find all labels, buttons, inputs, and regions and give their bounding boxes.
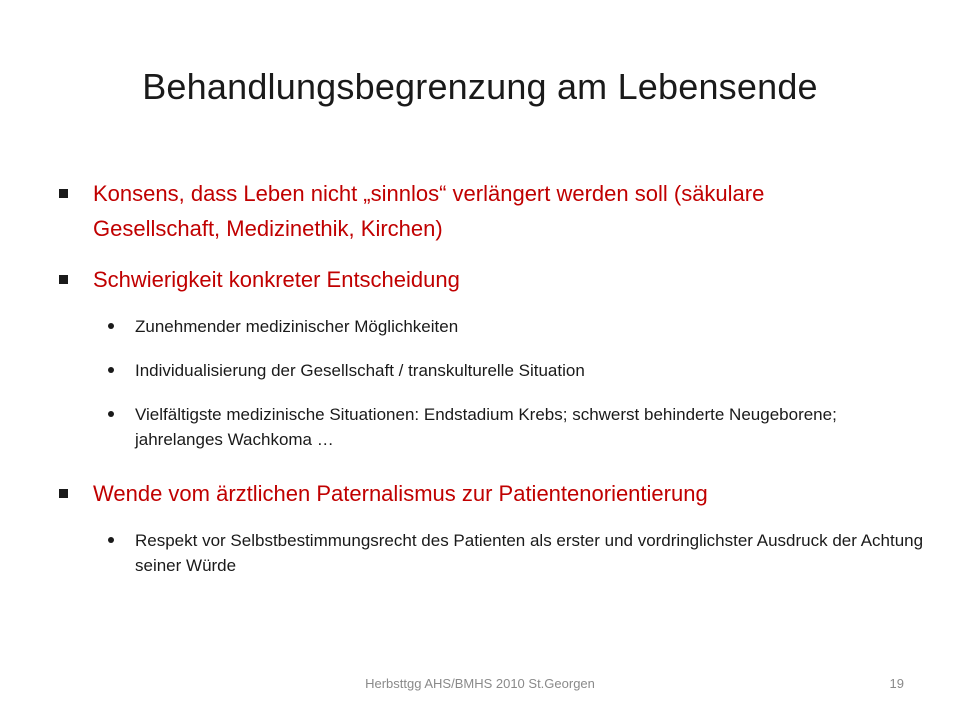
square-bullet-icon — [59, 275, 68, 284]
sub-bullet-text: Individualisierung der Gesellschaft / transkulturelle Situation — [135, 361, 585, 380]
round-bullet-icon — [108, 537, 114, 543]
sub-bullet-item — [135, 358, 925, 383]
slide-title: Behandlungsbegrenzung am Lebensende — [142, 66, 818, 107]
sub-bullet-text: Vielfältigste medizinische Situationen: Endstadium Krebs; schwerst behinderte Neugeborene; jahrelanges Wachkoma … — [135, 405, 837, 449]
bullet-item-consensus — [93, 176, 893, 246]
bullet-text: Schwierigkeit konkreter Entscheidung — [93, 267, 460, 292]
page-number: 19 — [889, 676, 904, 691]
round-bullet-icon — [108, 367, 114, 373]
bullet-item-turn-to-patient — [93, 476, 893, 511]
sub-bullet-item — [135, 402, 925, 452]
square-bullet-icon — [59, 489, 68, 498]
sub-bullet-text: Zunehmender medizinischer Möglichkeiten — [135, 317, 459, 336]
sub-bullet-item — [135, 528, 925, 578]
sub-bullet-item — [135, 314, 925, 339]
round-bullet-icon — [108, 323, 114, 329]
sub-bullet-text: Respekt vor Selbstbestimmungsrecht des Patienten als erster und vordringlichster Ausdruck der Achtung seiner Würde — [135, 531, 924, 575]
bullet-item-difficulty — [93, 262, 893, 297]
round-bullet-icon — [108, 411, 114, 417]
square-bullet-icon — [59, 189, 68, 198]
bullet-text: Konsens, dass Leben nicht „sinnlos“ verlängert werden soll (säkulare Gesellschaft, Medizinethik, Kirchen) — [93, 181, 765, 241]
footer-text: Herbsttgg AHS/BMHS 2010 St.Georgen — [365, 676, 595, 691]
bullet-text: Wende vom ärztlichen Paternalismus zur Patientenorientierung — [93, 481, 708, 506]
